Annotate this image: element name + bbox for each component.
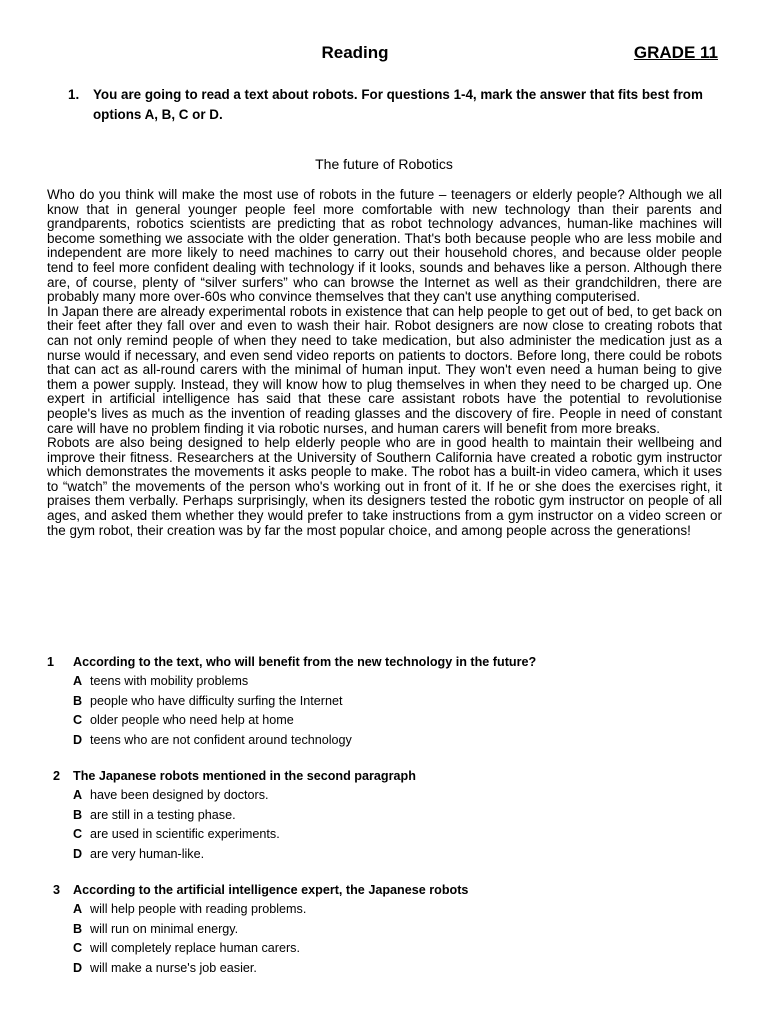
option-text: are used in scientific experiments. [90, 827, 280, 841]
option-text: teens who are not confident around technology [90, 732, 352, 747]
question-header [0, 880, 768, 900]
option-text: are very human-like. [90, 846, 205, 861]
option-text: will help people with reading problems. [90, 902, 307, 916]
option-letter: C [73, 827, 83, 841]
option-b[interactable] [0, 920, 768, 940]
option-letter: A [73, 788, 83, 802]
option-a[interactable] [0, 672, 768, 692]
question-1 [0, 652, 768, 750]
option-text: people who have difficulty surfing the Internet [90, 693, 343, 708]
option-text: will run on minimal energy. [90, 921, 239, 936]
passage-paragraph-1: Who do you think will make the most use of robots in the future – teenagers or elderly people? Although we all know that in general younger people feel more comfortable with new technology than their parents and grandparents, robotics scientists are predicting that as robot technology advances, human-like machines will become something we associate with the older generation. That's both because people who are less mobile and independent are more likely to need machines to carry out their household chores, and because older people tend to feel more confident dealing with technology if it looks, sounds and behaves like a person. Although there are, of course, plenty of “silver surfers” who can browse the Internet as well as their grandchildren, there are probably many more over-60s who convince themselves that they can't use anything computerised. [47, 187, 722, 305]
reading-passage [47, 188, 722, 538]
question-3 [0, 880, 768, 978]
option-c[interactable] [0, 825, 768, 845]
grade-label: GRADE 11 [633, 43, 718, 62]
option-d[interactable] [0, 845, 768, 865]
option-text: have been designed by doctors. [90, 788, 269, 802]
question-number: 1 [47, 655, 55, 669]
option-letter: D [73, 846, 83, 861]
page-header [0, 40, 768, 70]
question-text: The Japanese robots mentioned in the second paragraph [73, 769, 416, 783]
option-letter: D [73, 732, 83, 747]
option-b[interactable] [0, 692, 768, 712]
question-number: 3 [53, 883, 61, 897]
question-header [0, 652, 768, 672]
question-text: According to the text, who will benefit from the new technology in the future? [73, 655, 537, 669]
question-number: 2 [53, 769, 61, 783]
option-a[interactable] [0, 786, 768, 806]
option-letter: B [73, 807, 83, 822]
option-letter: C [73, 941, 83, 955]
option-letter: A [73, 902, 83, 916]
option-c[interactable] [0, 939, 768, 959]
page-title: Reading [321, 43, 389, 62]
instruction-number: 1. [68, 87, 80, 102]
question-2 [0, 766, 768, 864]
question-text: According to the artificial intelligence expert, the Japanese robots [73, 883, 469, 897]
option-a[interactable] [0, 900, 768, 920]
option-letter: B [73, 693, 83, 708]
option-letter: A [73, 674, 83, 688]
option-d[interactable] [0, 959, 768, 979]
reading-text-title: The future of Robotics [315, 156, 453, 172]
option-letter: B [73, 921, 83, 936]
option-c[interactable] [0, 711, 768, 731]
option-text: teens with mobility problems [90, 674, 249, 688]
passage-paragraph-3: Robots are also being designed to help elderly people who are in good health to maintain their wellbeing and improve their fitness. Researchers at the University of Southern California have created a robotic gym instructor which demonstrates the movements it asks people to make. The robot has a built-in video camera, which it uses to “watch” the movements of the person who's working out in front of it. If he or she does the exercises right, it praises them verbally. Perhaps surprisingly, when its designers tested the robotic gym instructor on people of all ages, and asked them whether they would prefer to take instructions from a gym instructor on a video screen or the gym robot, their creation was by far the most popular choice, and among people across the generations! [47, 435, 722, 538]
option-letter: D [73, 960, 83, 975]
passage-paragraph-2: In Japan there are already experimental robots in existence that can help people to get out of bed, to get back on their feet after they fall over and even to wash their hair. Robot designers are now close to creating robots that can not only remind people of when they need to take medication, but also administer the medication just as a nurse would if necessary, and even send video reports on patients to doctors. Before long, there could be robots that can act as all-round carers with the minimal of human input. They won't even need a human being to give them a power supply. Instead, they will know how to plug themselves in when they need to be charged up. One expert in artificial intelligence has said that these care assistant robots have the potential to revolutionise people's lives as much as the invention of reading glasses and the discovery of fire. People in need of constant care will have no problem finding it via robotic nurses, and human carers will benefit from more breaks. [47, 303, 722, 436]
option-d[interactable] [0, 731, 768, 751]
question-list [0, 652, 768, 994]
option-text: older people who need help at home [90, 713, 294, 727]
option-letter: C [73, 713, 83, 727]
option-text: are still in a testing phase. [90, 807, 236, 822]
instruction-text: You are going to read a text about robots. For questions 1-4, mark the answer that fits best from options A, B, C or D. [93, 87, 703, 122]
question-header [0, 766, 768, 786]
option-b[interactable] [0, 806, 768, 826]
option-text: will completely replace human carers. [90, 941, 300, 955]
option-text: will make a nurse's job easier. [90, 960, 257, 975]
task-instruction [68, 85, 728, 125]
